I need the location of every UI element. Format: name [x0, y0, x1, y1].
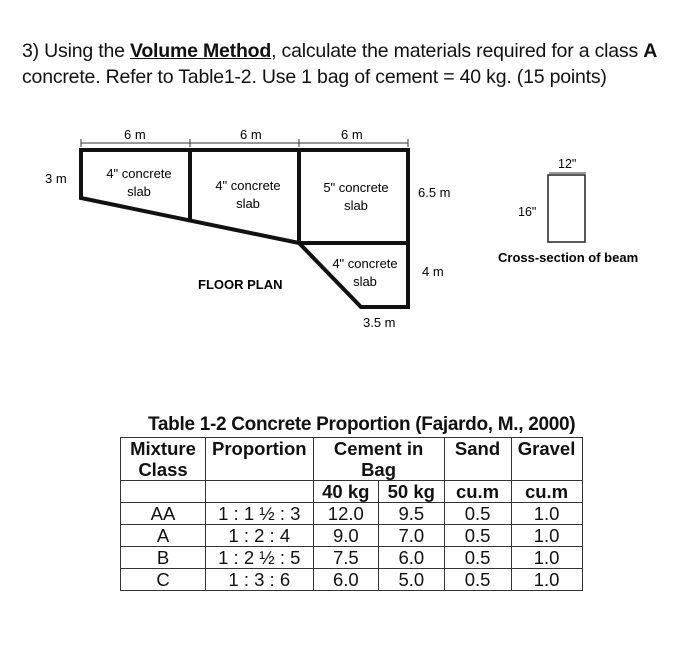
cell-class: B: [121, 547, 206, 569]
slab1-label-line1: 4" concrete: [106, 166, 172, 181]
cell-cement-50: 6.0: [379, 547, 445, 569]
table-title: Table 1-2 Concrete Proportion (Fajardo, M., 2000): [148, 414, 576, 435]
question-middle: , calculate the materials required for a class: [271, 40, 638, 62]
dim-left: 3 m: [45, 171, 67, 186]
beam-width: 12": [558, 157, 577, 171]
dim-right-upper: 6.5 m: [418, 185, 451, 200]
cell-sand: 0.5: [444, 569, 511, 591]
header-sand: Sand: [444, 438, 511, 481]
floor-plan-label: FLOOR PLAN: [198, 277, 283, 292]
slab4-label-line1: 4" concrete: [332, 256, 398, 271]
header-mixture-class: Mixture Class: [121, 438, 206, 481]
table-subheader-row: [121, 481, 583, 503]
subheader-40kg: 40 kg: [313, 481, 379, 503]
cell-sand: 0.5: [444, 547, 511, 569]
cell-class: C: [121, 569, 206, 591]
subheader-gravel-unit: cu.m: [511, 481, 582, 503]
header-gravel: Gravel: [511, 438, 582, 481]
class-letter: A: [643, 40, 658, 62]
concrete-proportion-table: [120, 437, 583, 591]
slab1-label-line2: slab: [127, 184, 151, 199]
slab2-label-line2: slab: [236, 196, 260, 211]
cell-gravel: 1.0: [511, 569, 582, 591]
cell-cement-50: 5.0: [379, 569, 445, 591]
dim-bottom: 3.5 m: [363, 315, 396, 330]
header-cement: Cement in Bag: [313, 438, 444, 481]
dim-top-2: 6 m: [240, 127, 262, 142]
cell-gravel: 1.0: [511, 547, 582, 569]
cell-cement-50: 9.5: [379, 503, 445, 525]
dim-top-1: 6 m: [124, 127, 146, 142]
cell-cement-40: 12.0: [313, 503, 379, 525]
table-row: [121, 503, 583, 525]
question-tail: concrete. Refer to Table1-2. Use 1 bag of cement = 40 kg. (15 points): [22, 66, 607, 88]
slab2-label-line1: 4" concrete: [215, 178, 281, 193]
cell-cement-40: 9.0: [313, 525, 379, 547]
cell-cement-40: 7.5: [313, 547, 379, 569]
cell-class: A: [121, 525, 206, 547]
dim-right-lower: 4 m: [422, 264, 444, 279]
subheader-50kg: 50 kg: [379, 481, 445, 503]
cell-gravel: 1.0: [511, 525, 582, 547]
cell-proportion: 1 : 2 : 4: [206, 525, 314, 547]
table-row: [121, 547, 583, 569]
subheader-sand-unit: cu.m: [444, 481, 511, 503]
beam-caption: Cross-section of beam: [498, 250, 639, 265]
dim-top-3: 6 m: [341, 127, 363, 142]
table-header-row: [121, 438, 583, 481]
cell-proportion: 1 : 1 ½ : 3: [206, 503, 314, 525]
cell-proportion: 1 : 2 ½ : 5: [206, 547, 314, 569]
cell-sand: 0.5: [444, 503, 511, 525]
header-proportion: Proportion: [206, 438, 314, 481]
cell-class: AA: [121, 503, 206, 525]
cell-proportion: 1 : 3 : 6: [206, 569, 314, 591]
slab3-label-line2: slab: [344, 198, 368, 213]
slab4-label-line2: slab: [353, 274, 377, 289]
cell-sand: 0.5: [444, 525, 511, 547]
question-number: 3): [22, 40, 39, 62]
beam-height: 16": [518, 205, 537, 219]
cell-cement-40: 6.0: [313, 569, 379, 591]
cell-cement-50: 7.0: [379, 525, 445, 547]
beam-cross-section: [548, 175, 585, 242]
cell-gravel: 1.0: [511, 503, 582, 525]
question-lead: Using the: [44, 40, 125, 62]
table-row: [121, 569, 583, 591]
method-name: Volume Method: [129, 40, 272, 62]
table-row: [121, 525, 583, 547]
slab3-label-line1: 5" concrete: [323, 180, 389, 195]
